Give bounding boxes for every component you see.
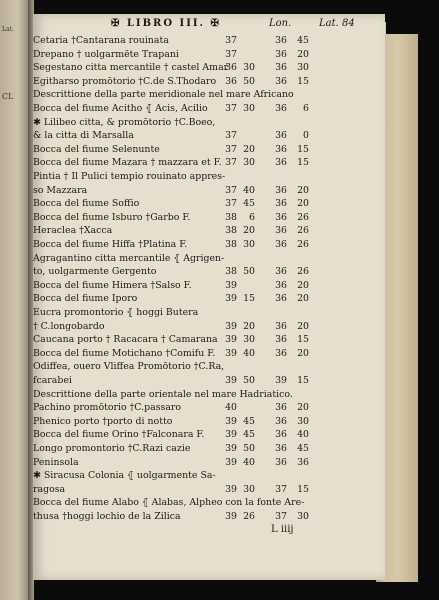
table-row — [33, 265, 385, 279]
place-name: Longo promontorio †C.Razi cazie — [33, 443, 191, 454]
longitude-value: 38 — [225, 266, 237, 278]
table-row — [33, 320, 385, 334]
place-name: Drepano † uolgarmēte Trapani — [33, 48, 179, 60]
longitude-value: 20 — [243, 143, 255, 155]
latitude-value: 6 — [303, 103, 309, 114]
facing-page-edge — [0, 0, 30, 600]
latitude-value: 20 — [297, 320, 309, 332]
place-name: Bocca del fiume Iporo — [33, 293, 138, 305]
place-name: Cetaria †Cantarana rouinata — [33, 35, 169, 46]
place-name: Caucana porto † Racacara † Camarana — [33, 334, 218, 346]
longitude-value: 39 — [225, 456, 237, 468]
latitude-value: 26 — [297, 239, 309, 250]
latitude-value: 15 — [297, 143, 309, 155]
book-page — [33, 14, 385, 580]
longitude-value: 30 — [243, 334, 255, 346]
place-name: fcarabei — [33, 375, 72, 386]
longitude-value: 39 — [225, 483, 237, 495]
latitude-heading: Lat. 84 — [319, 18, 355, 29]
table-row — [33, 401, 385, 415]
table-row — [33, 61, 385, 75]
latitude-value: 36 — [275, 103, 287, 114]
table-row — [33, 143, 385, 157]
table-row — [33, 88, 385, 102]
latitude-value: 0 — [303, 130, 309, 142]
latitude-value: 26 — [297, 225, 309, 237]
longitude-value: 37 — [225, 184, 237, 196]
longitude-value: 30 — [243, 483, 255, 495]
latitude-value: 36 — [275, 239, 287, 250]
place-name: Egitharso promōtorio †C.de S.Thodaro — [33, 75, 217, 87]
table-row — [33, 442, 385, 456]
book-fore-edge — [384, 34, 418, 582]
table-row — [33, 428, 385, 442]
latitude-value: 30 — [297, 415, 309, 427]
latitude-value: 20 — [297, 347, 309, 359]
place-name: ragosa — [33, 483, 66, 495]
longitude-value: 50 — [243, 443, 255, 454]
longitude-value: 40 — [225, 402, 237, 414]
place-name: Bocca del fiume Orino †Falconara F. — [33, 429, 205, 441]
longitude-value: 39 — [225, 511, 237, 522]
longitude-value: 37 — [225, 103, 237, 114]
place-name: thusa †hoggi lochio de la Zilica — [33, 511, 181, 522]
place-name: Bocca del fiume Hiffa †Platina F. — [33, 239, 188, 250]
longitude-value: 45 — [243, 429, 255, 441]
table-row — [33, 510, 385, 524]
table-row — [33, 483, 385, 497]
place-name: † C.longobardo — [33, 320, 105, 332]
table-row — [33, 469, 385, 483]
place-name: Descrittione della parte orientale nel mare Hadriatico. — [33, 388, 293, 400]
place-name: Phenico porto †porto di notto — [33, 415, 173, 427]
longitude-value: 39 — [225, 375, 237, 386]
latitude-value: 36 — [275, 198, 287, 210]
longitude-value: 38 — [225, 225, 237, 237]
table-row — [33, 360, 385, 374]
place-name: Segestano citta mercantile † castel Amar — [33, 62, 229, 74]
place-name: Agragantino citta mercantile ⦃ Agrigen- — [33, 252, 225, 264]
table-row — [33, 116, 385, 130]
table-row — [33, 456, 385, 470]
longitude-value: 37 — [225, 130, 237, 142]
facing-page-fragment: CL — [2, 92, 14, 101]
place-name: Eucra promontorio ⦃ hoggi Butera — [33, 307, 199, 318]
place-name: Bocca del fiume Himera †Salso F. — [33, 279, 192, 291]
place-name: Bocca del fiume Acitho ⦃ Acis, Acilio — [33, 103, 208, 114]
table-row — [33, 415, 385, 429]
place-name: Bocca del fiume Isburo †Garbo F. — [33, 211, 191, 223]
longitude-value: 6 — [249, 211, 255, 223]
longitude-value: 30 — [243, 239, 255, 250]
longitude-value: 39 — [225, 415, 237, 427]
latitude-value: 15 — [297, 157, 309, 169]
latitude-value: 36 — [275, 347, 287, 359]
latitude-value: 26 — [297, 266, 309, 278]
longitude-value: 39 — [225, 347, 237, 359]
table-row — [33, 197, 385, 211]
longitude-value: 50 — [243, 75, 255, 87]
place-name: Peninsola — [33, 456, 79, 468]
table-row — [33, 129, 385, 143]
table-row — [33, 292, 385, 306]
latitude-value: 39 — [275, 375, 287, 386]
latitude-value: 15 — [297, 483, 309, 495]
table-row — [33, 496, 385, 510]
table-row — [33, 75, 385, 89]
table-row — [33, 374, 385, 388]
latitude-value: 36 — [297, 456, 309, 468]
longitude-value: 39 — [225, 293, 237, 305]
signature-mark: L iiij — [271, 524, 294, 535]
longitude-value: 40 — [243, 184, 255, 196]
longitude-value: 40 — [243, 347, 255, 359]
place-name: ✱ Siracusa Colonia ⦃ uolgarmente Sa- — [33, 470, 216, 482]
latitude-value: 15 — [297, 75, 309, 87]
page-title: ✠ LIBRO III. ✠ — [111, 18, 221, 29]
table-row — [33, 224, 385, 238]
latitude-value: 45 — [297, 35, 309, 46]
latitude-value: 36 — [275, 334, 287, 346]
longitude-value: 45 — [243, 415, 255, 427]
longitude-value: 39 — [225, 279, 237, 291]
latitude-value: 26 — [297, 211, 309, 223]
longitude-value: 26 — [243, 511, 255, 522]
longitude-value: 30 — [243, 62, 255, 74]
table-row — [33, 156, 385, 170]
latitude-value: 36 — [275, 184, 287, 196]
longitude-value: 38 — [225, 211, 237, 223]
latitude-value: 36 — [275, 266, 287, 278]
table-row — [33, 306, 385, 320]
latitude-value: 36 — [275, 429, 287, 441]
latitude-value: 20 — [297, 184, 309, 196]
latitude-value: 20 — [297, 402, 309, 414]
latitude-value: 36 — [275, 293, 287, 305]
table-row — [33, 102, 385, 116]
latitude-value: 36 — [275, 402, 287, 414]
longitude-value: 36 — [225, 75, 237, 87]
longitude-value: 50 — [243, 375, 255, 386]
latitude-value: 20 — [297, 279, 309, 291]
table-row — [33, 279, 385, 293]
latitude-value: 37 — [275, 483, 287, 495]
place-name: & la citta di Marsalla — [33, 130, 134, 142]
latitude-value: 15 — [297, 334, 309, 346]
longitude-value: 30 — [243, 157, 255, 169]
table-row — [33, 388, 385, 402]
longitude-value: 39 — [225, 443, 237, 454]
place-name: so Mazzara — [33, 184, 88, 196]
longitude-value: 50 — [243, 266, 255, 278]
longitude-value: 39 — [225, 320, 237, 332]
latitude-value: 36 — [275, 225, 287, 237]
longitude-value: 30 — [243, 103, 255, 114]
latitude-value: 36 — [275, 456, 287, 468]
latitude-value: 36 — [275, 75, 287, 87]
latitude-value: 36 — [275, 443, 287, 454]
place-name: Bocca del fiume Motichano †Comifu F. — [33, 347, 216, 359]
longitude-value: 37 — [225, 198, 237, 210]
place-name: Bocca del fiume Alabo ⦃ Alabas, Alpheo con la fonte Are- — [33, 497, 305, 509]
place-name: Heraclea †Xacca — [33, 225, 113, 237]
running-header — [33, 18, 385, 34]
longitude-value: 20 — [243, 225, 255, 237]
longitude-value: 37 — [225, 48, 237, 60]
latitude-value: 36 — [275, 35, 287, 46]
latitude-value: 36 — [275, 157, 287, 169]
place-name: Descrittione della parte meridionale nel mare Africano — [33, 89, 294, 101]
latitude-value: 20 — [297, 198, 309, 210]
longitude-heading: Lon. — [269, 18, 292, 29]
latitude-value: 30 — [297, 62, 309, 74]
latitude-value: 45 — [297, 443, 309, 454]
latitude-value: 36 — [275, 279, 287, 291]
latitude-value: 36 — [275, 415, 287, 427]
latitude-value: 36 — [275, 48, 287, 60]
place-name: to, uolgarmente Gergento — [33, 266, 157, 278]
place-name: Bocca del fiume Soffio — [33, 198, 140, 210]
latitude-value: 30 — [297, 511, 309, 522]
place-name: Odiffea, ouero Vliffea Promōtorio †C.Ra, — [33, 361, 225, 373]
place-name: ✱ Lilibeo citta, & promōtorio †C.Boeo, — [33, 116, 216, 128]
longitude-value: 20 — [243, 320, 255, 332]
latitude-value: 36 — [275, 130, 287, 142]
latitude-value: 37 — [275, 511, 287, 522]
longitude-value: 37 — [225, 143, 237, 155]
latitude-value: 36 — [275, 320, 287, 332]
longitude-value: 15 — [243, 293, 255, 305]
longitude-value: 39 — [225, 334, 237, 346]
latitude-value: 20 — [297, 48, 309, 60]
table-row — [33, 333, 385, 347]
longitude-value: 37 — [225, 35, 237, 46]
latitude-value: 36 — [275, 143, 287, 155]
table-row — [33, 48, 385, 62]
longitude-value: 40 — [243, 456, 255, 468]
longitude-value: 39 — [225, 429, 237, 441]
place-name: Pintia † Il Pulici tempio rouinato appres- — [33, 171, 226, 182]
longitude-value: 36 — [225, 62, 237, 74]
place-name: Bocca del fiume Selenunte — [33, 143, 160, 155]
latitude-value: 36 — [275, 211, 287, 223]
longitude-value: 37 — [225, 157, 237, 169]
table-row — [33, 170, 385, 184]
table-row — [33, 238, 385, 252]
facing-page-fragment: Lat. — [2, 26, 14, 33]
place-name: Bocca del fiume Mazara † mazzara et F. — [33, 157, 222, 169]
latitude-value: 40 — [297, 429, 309, 441]
table-row — [33, 34, 385, 48]
table-row — [33, 252, 385, 266]
table-row — [33, 211, 385, 225]
latitude-value: 20 — [297, 293, 309, 305]
place-name: Pachino promōtorio †C.passaro — [33, 402, 182, 414]
table-row — [33, 184, 385, 198]
longitude-value: 45 — [243, 198, 255, 210]
latitude-value: 15 — [297, 375, 309, 386]
latitude-value: 36 — [275, 62, 287, 74]
table-row — [33, 347, 385, 361]
longitude-value: 38 — [225, 239, 237, 250]
